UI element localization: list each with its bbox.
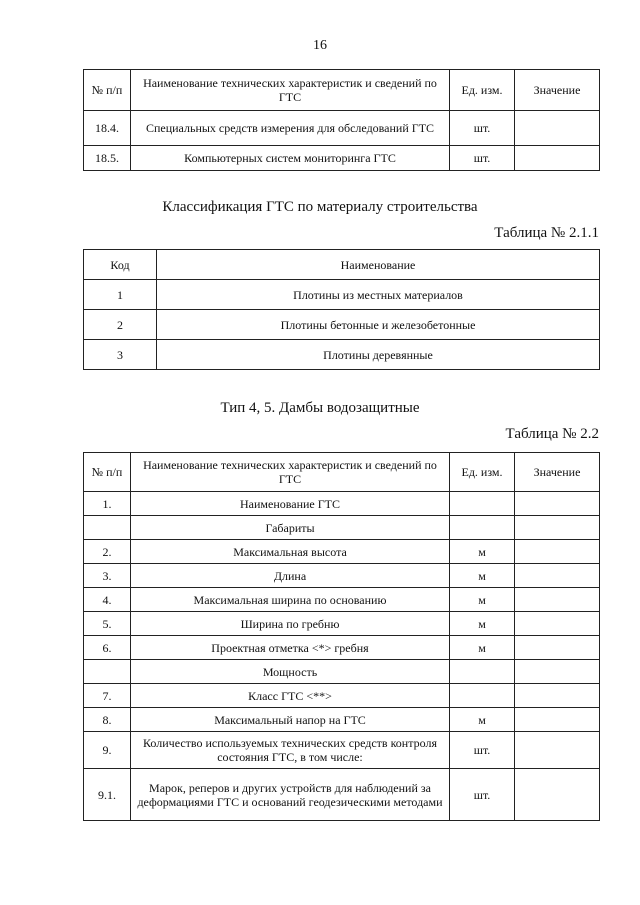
- table-row: [84, 684, 600, 708]
- cell-name: Количество используемых технических средств контроля состояния ГТС, в том числе:: [131, 732, 450, 769]
- cell-value: [515, 146, 600, 171]
- cell-code: 3: [84, 340, 157, 370]
- cell-name: Специальных средств измерения для обследований ГТС: [131, 111, 450, 146]
- cell-value: [515, 708, 600, 732]
- header-code: Код: [84, 250, 157, 280]
- header-number: № п/п: [84, 453, 131, 492]
- cell-unit: м: [450, 612, 515, 636]
- header-name: Наименование технических характеристик и сведений по ГТС: [131, 70, 450, 111]
- table-caption-2-2: Таблица № 2.2: [505, 426, 599, 442]
- cell-number: 18.5.: [84, 146, 131, 171]
- header-value: Значение: [515, 70, 600, 111]
- table-row: [84, 732, 600, 769]
- dams-heading: Тип 4, 5. Дамбы водозащитные: [220, 400, 420, 416]
- cell-code: 1: [84, 280, 157, 310]
- cell-name: Максимальная высота: [131, 540, 450, 564]
- cell-name: Наименование ГТС: [131, 492, 450, 516]
- cell-unit: [450, 684, 515, 708]
- cell-name: Максимальный напор на ГТС: [131, 708, 450, 732]
- table-row: [84, 588, 600, 612]
- cell-value: [515, 612, 600, 636]
- cell-name: Плотины деревянные: [157, 340, 600, 370]
- cell-unit: м: [450, 540, 515, 564]
- cell-number: 9.: [84, 732, 131, 769]
- header-number: № п/п: [84, 70, 131, 111]
- cell-unit: [450, 492, 515, 516]
- material-classification-heading: Классификация ГТС по материалу строительства: [162, 199, 478, 215]
- cell-value: [515, 769, 600, 821]
- cell-value: [515, 732, 600, 769]
- cell-value: [515, 636, 600, 660]
- cell-name: Класс ГТС <**>: [131, 684, 450, 708]
- material-classification-table: [83, 249, 600, 370]
- cell-value: [515, 564, 600, 588]
- table-row: [84, 612, 600, 636]
- cell-code: 2: [84, 310, 157, 340]
- cell-unit: шт.: [450, 769, 515, 821]
- header-unit: Ед. изм.: [450, 453, 515, 492]
- cell-name: Максимальная ширина по основанию: [131, 588, 450, 612]
- cell-number: 5.: [84, 612, 131, 636]
- table-header-row: [84, 70, 600, 111]
- table-row: [84, 516, 600, 540]
- cell-value: [515, 492, 600, 516]
- cell-unit: шт.: [450, 111, 515, 146]
- table-row: [84, 146, 600, 171]
- cell-unit: [450, 660, 515, 684]
- cell-unit: м: [450, 588, 515, 612]
- cell-unit: м: [450, 564, 515, 588]
- cell-name: Плотины из местных материалов: [157, 280, 600, 310]
- table-row: [84, 660, 600, 684]
- header-value: Значение: [515, 453, 600, 492]
- table-row: [84, 310, 600, 340]
- table-row: [84, 280, 600, 310]
- cell-number: 18.4.: [84, 111, 131, 146]
- table-row: [84, 492, 600, 516]
- cell-unit: м: [450, 636, 515, 660]
- cell-name: Плотины бетонные и железобетонные: [157, 310, 600, 340]
- cell-number: 9.1.: [84, 769, 131, 821]
- characteristics-table-continued: [83, 69, 600, 171]
- cell-number: [84, 516, 131, 540]
- header-name: Наименование технических характеристик и сведений по ГТС: [131, 453, 450, 492]
- cell-value: [515, 540, 600, 564]
- table-row: [84, 769, 600, 821]
- cell-number: 7.: [84, 684, 131, 708]
- cell-number: 1.: [84, 492, 131, 516]
- cell-value: [515, 684, 600, 708]
- cell-name: Габариты: [131, 516, 450, 540]
- cell-number: [84, 660, 131, 684]
- table-row: [84, 564, 600, 588]
- table-header-row: [84, 453, 600, 492]
- cell-unit: м: [450, 708, 515, 732]
- cell-name: Марок, реперов и других устройств для наблюдений за деформациями ГТС и оснований геодезическими методами: [131, 769, 450, 821]
- cell-unit: [450, 516, 515, 540]
- cell-number: 3.: [84, 564, 131, 588]
- table-row: [84, 540, 600, 564]
- table-row: [84, 708, 600, 732]
- cell-number: 2.: [84, 540, 131, 564]
- cell-value: [515, 660, 600, 684]
- cell-number: 6.: [84, 636, 131, 660]
- table-header-row: [84, 250, 600, 280]
- table-row: [84, 636, 600, 660]
- cell-name: Ширина по гребню: [131, 612, 450, 636]
- cell-unit: шт.: [450, 732, 515, 769]
- table-row: [84, 340, 600, 370]
- cell-name: Мощность: [131, 660, 450, 684]
- cell-name: Компьютерных систем мониторинга ГТС: [131, 146, 450, 171]
- header-name: Наименование: [157, 250, 600, 280]
- cell-number: 8.: [84, 708, 131, 732]
- cell-unit: шт.: [450, 146, 515, 171]
- header-unit: Ед. изм.: [450, 70, 515, 111]
- table-caption-2-1-1: Таблица № 2.1.1: [494, 225, 599, 241]
- cell-name: Проектная отметка <*> гребня: [131, 636, 450, 660]
- cell-value: [515, 516, 600, 540]
- cell-number: 4.: [84, 588, 131, 612]
- cell-value: [515, 588, 600, 612]
- table-row: [84, 111, 600, 146]
- page-number: 16: [313, 38, 327, 53]
- dams-characteristics-table: [83, 452, 600, 821]
- cell-name: Длина: [131, 564, 450, 588]
- cell-value: [515, 111, 600, 146]
